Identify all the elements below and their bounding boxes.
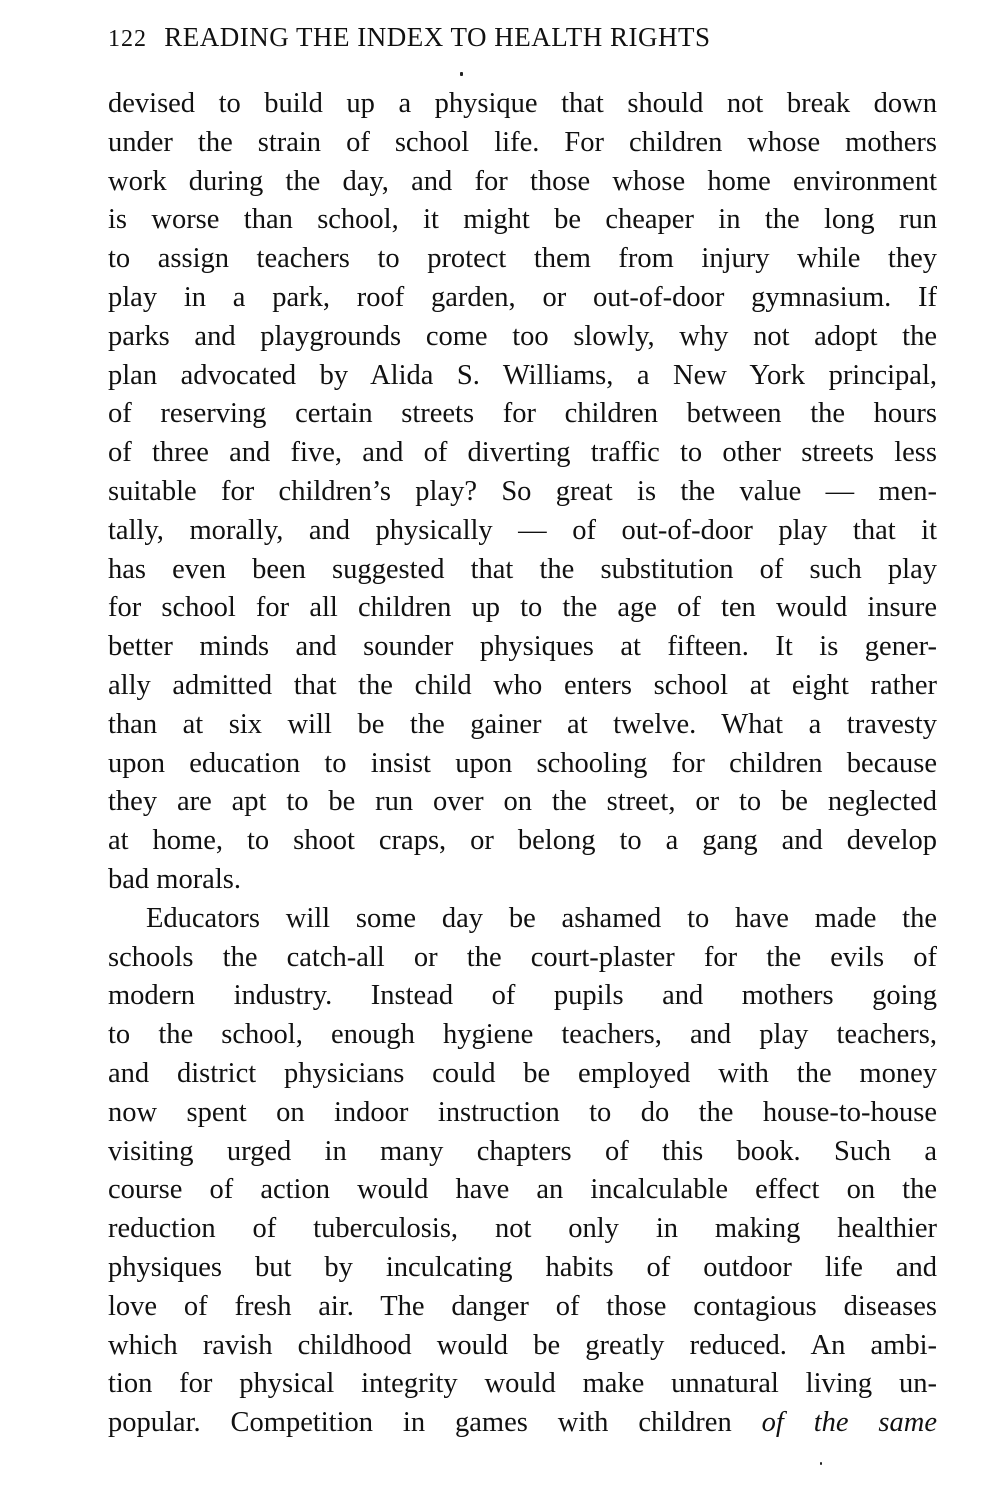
text-line: under the strain of school life. For children whose mothers	[108, 126, 937, 158]
text-line: play in a park, roof garden, or out-of-door gymnasium. If	[108, 281, 937, 313]
text-line: they are apt to be run over on the street, or to be neglected	[108, 786, 937, 818]
text-line: ally admitted that the child who enters school at eight rather	[108, 669, 937, 701]
text-line: plan advocated by Alida S. Williams, a New York principal,	[108, 359, 937, 391]
text-line: love of fresh air. The danger of those contagious diseases	[108, 1290, 937, 1322]
text-line: work during the day, and for those whose home environment	[108, 165, 937, 197]
final-line-italic: of the same	[761, 1407, 937, 1439]
text-line: at home, to shoot craps, or belong to a gang and develop	[108, 825, 937, 857]
text-line: tally, morally, and physically — of out-of-door play that it	[108, 514, 937, 546]
text-line: schools the catch-all or the court-plaster for the evils of	[108, 941, 937, 973]
text-line: now spent on indoor instruction to do the house-to-house	[108, 1096, 937, 1128]
text-line: of reserving certain streets for children between the hours	[108, 398, 937, 430]
running-head	[108, 22, 937, 53]
print-speck	[460, 72, 463, 76]
text-line: upon education to insist upon schooling for children because	[108, 747, 937, 779]
text-line: to assign teachers to protect them from injury while they	[108, 243, 937, 275]
paragraph-2	[108, 900, 937, 1443]
final-line-roman: popular. Competition in games with children	[108, 1407, 762, 1439]
text-line: suitable for children’s play? So great is the value — men-	[108, 475, 937, 507]
text-line: visiting urged in many chapters of this book. Such a	[108, 1135, 937, 1167]
text-line: parks and playgrounds come too slowly, why not adopt the	[108, 320, 937, 352]
text-line: modern industry. Instead of pupils and mothers going	[108, 980, 937, 1012]
text-line: physiques but by inculcating habits of outdoor life and	[108, 1251, 937, 1283]
text-line: than at six will be the gainer at twelve. What a travesty	[108, 708, 937, 740]
text-line: devised to build up a physique that should not break down	[108, 88, 937, 119]
text-line: bad morals.	[108, 863, 241, 895]
page-number: 122	[108, 26, 147, 52]
text-line: has even been suggested that the substitution of such play	[108, 553, 937, 585]
paragraph-1	[108, 85, 937, 900]
text-line: course of action would have an incalculable effect on the	[108, 1174, 937, 1206]
text-line: to the school, enough hygiene teachers, and play teachers,	[108, 1019, 937, 1051]
text-line: of three and five, and of diverting traffic to other streets less	[108, 437, 937, 469]
text-line: better minds and sounder physiques at fifteen. It is gener-	[108, 631, 937, 663]
print-speck	[820, 1462, 822, 1465]
text-line: and district physicians could be employed with the money	[108, 1057, 937, 1089]
text-line-final	[108, 1404, 937, 1443]
text-line: is worse than school, it might be cheaper in the long run	[108, 204, 937, 236]
text-line: tion for physical integrity would make unnatural living un-	[108, 1368, 937, 1400]
text-line: reduction of tuberculosis, not only in making healthier	[108, 1213, 937, 1245]
running-title: READING THE INDEX TO HEALTH RIGHTS	[164, 22, 711, 52]
text-line: Educators will some day be ashamed to have made the	[146, 902, 937, 934]
body-text	[108, 85, 937, 1443]
text-line: for school for all children up to the age of ten would insure	[108, 592, 937, 624]
text-line: which ravish childhood would be greatly reduced. An ambi-	[108, 1329, 937, 1361]
